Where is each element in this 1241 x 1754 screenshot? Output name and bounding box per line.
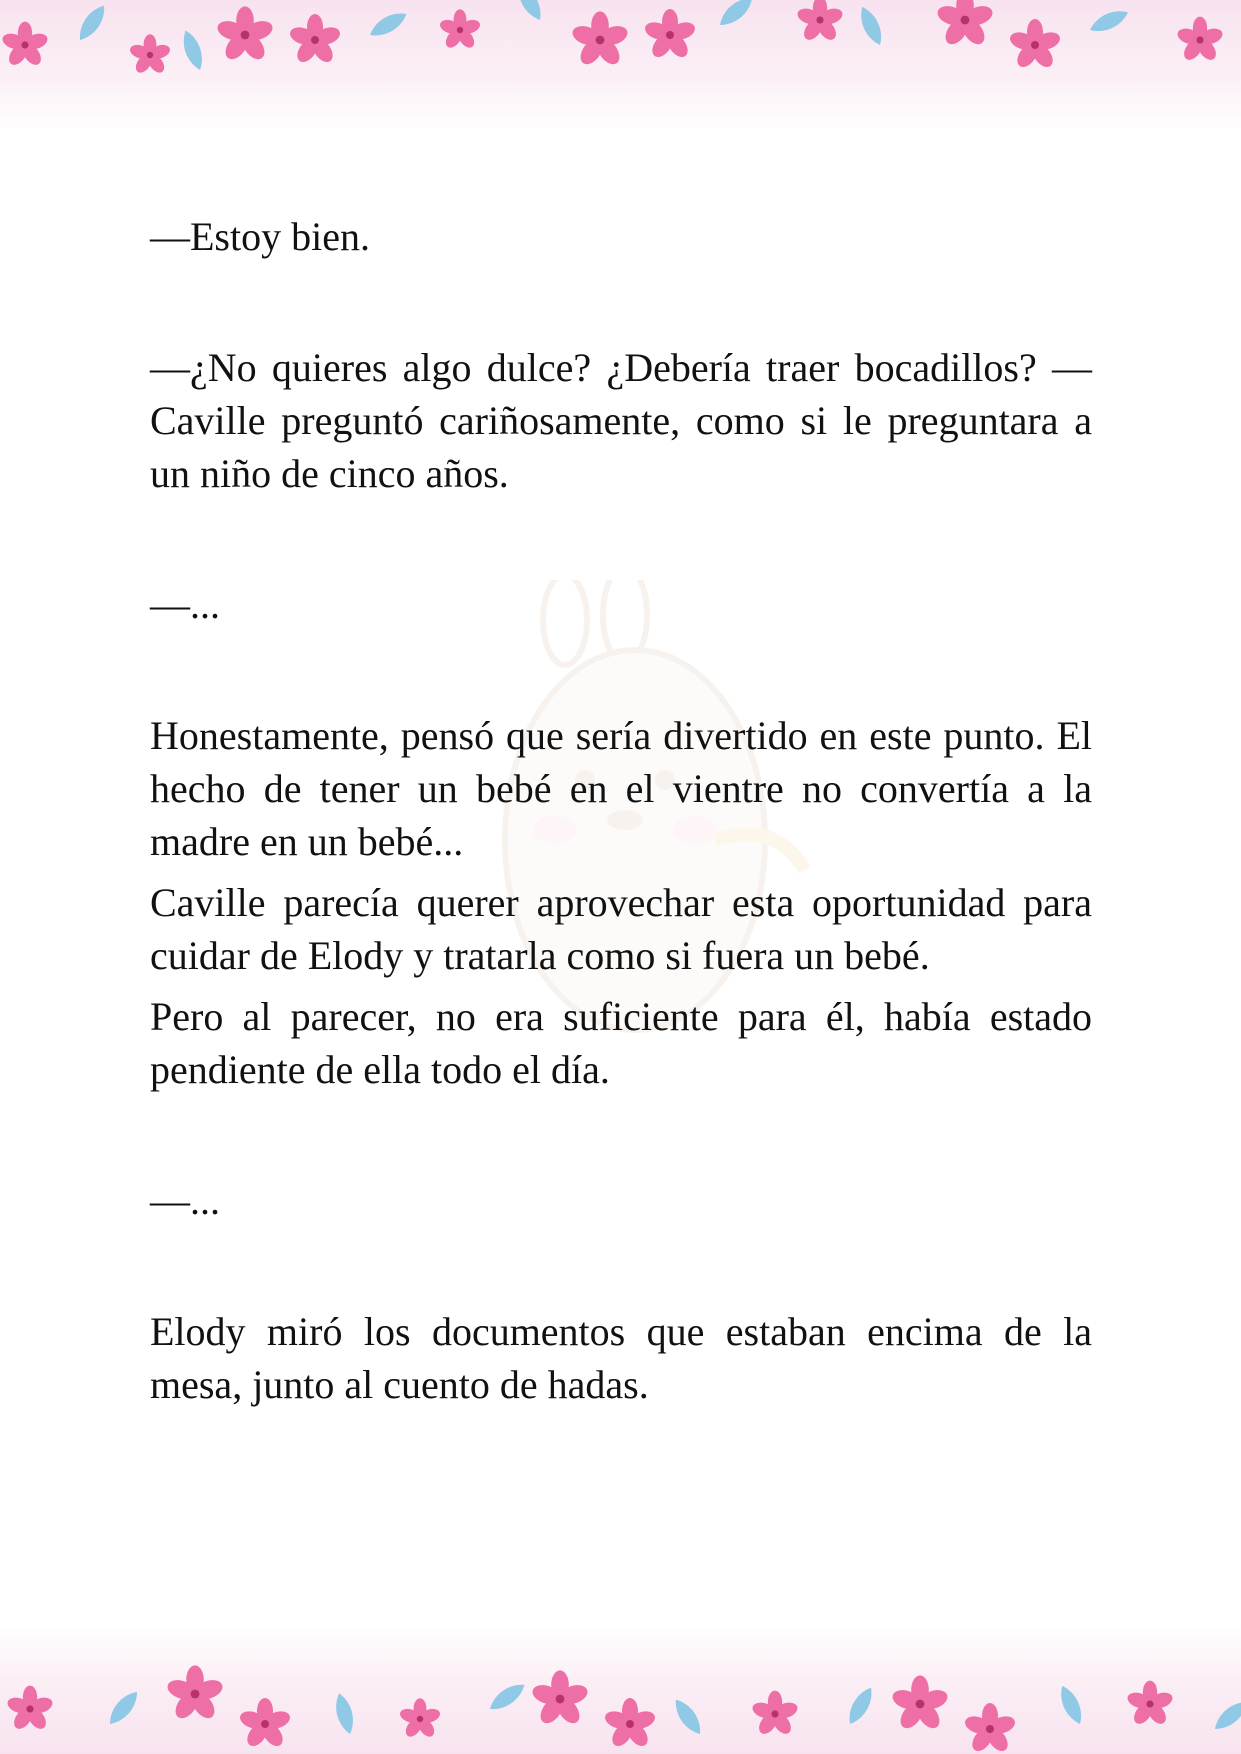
paragraph: Elody miró los documentos que estaban encima de la mesa, junto al cuento de hadas. (150, 1309, 1092, 1407)
bottom-floral-border (0, 1624, 1241, 1754)
paragraph: —¿No quieres algo dulce? ¿Debería traer bocadillos? —Caville preguntó cariñosamente, como si le preguntara a un niño de cinco años. (150, 345, 1092, 496)
paragraph: —Estoy bien. (150, 214, 370, 259)
paragraph: —... (150, 582, 220, 627)
paragraph: —... (150, 1178, 220, 1223)
pink-flowers-blue-leaves-border-icon (0, 0, 1241, 130)
pink-flowers-blue-leaves-border-icon (0, 1624, 1241, 1754)
paragraph: Honestamente, pensó que sería divertido en este punto. El hecho de tener un bebé en el vientre no convertía a la madre en un bebé... (150, 713, 1092, 864)
paragraph: Pero al parecer, no era suficiente para él, había estado pendiente de ella todo el día. (150, 994, 1092, 1092)
paragraph: Caville parecía querer aprovechar esta oportunidad para cuidar de Elody y tratarla como si fuera un bebé. (150, 880, 1092, 978)
document-body (150, 210, 1092, 1411)
top-floral-border (0, 0, 1241, 130)
